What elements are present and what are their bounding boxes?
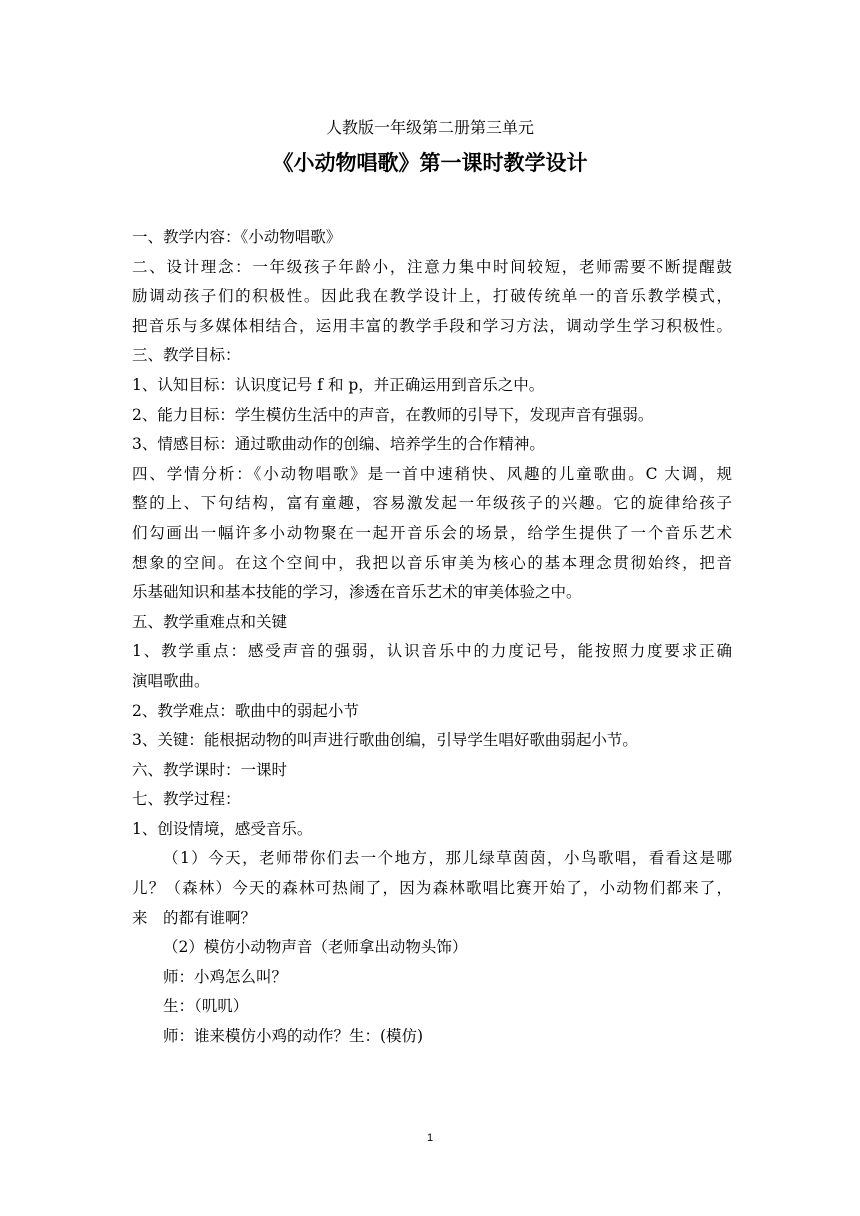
paragraph-line: 儿？（森林）今天的森林可热闹了，因为森林歌唱比赛开始了，小动物们都来了， xyxy=(132,879,732,898)
dialogue-line: 生：（叽叽） xyxy=(163,997,249,1016)
section-heading-content: 一、教学内容：《小动物唱歌》 xyxy=(132,228,342,246)
key-point-item: 1、教学重点：感受声音的强弱，认识音乐中的力度记号，能按照力度要求正确 xyxy=(132,642,732,661)
document-subtitle: 人教版一年级第二册第三单元 xyxy=(325,118,534,137)
section-heading-process: 七、教学过程： xyxy=(132,790,241,809)
key-point-item: 演唱歌曲。 xyxy=(132,671,210,690)
section-heading-key-points: 五、教学重难点和关键 xyxy=(132,612,288,631)
document-title: 《小动物唱歌》第一课时教学设计 xyxy=(272,150,588,175)
paragraph-line: 来 的都有谁啊？ xyxy=(132,908,257,927)
dialogue-line: 师：小鸡怎么叫？ xyxy=(163,967,288,986)
paragraph-line: （1）今天，老师带你们去一个地方，那儿绿草茵茵，小鸟歌唱，看看这是哪 xyxy=(163,849,732,868)
dialogue-line: 师：谁来模仿小鸡的动作？生：(模仿) xyxy=(163,1027,424,1046)
page-number: 1 xyxy=(426,1132,434,1144)
key-point-item: 3、关键：能根据动物的叫声进行歌曲创编，引导学生唱好歌曲弱起小节。 xyxy=(132,731,638,750)
section-heading-periods: 六、教学课时：一课时 xyxy=(132,760,288,779)
paragraph-line: 想象的空间。在这个空间中，我把以音乐审美为核心的基本理念贯彻始终，把音 xyxy=(132,553,732,572)
paragraph-line: 们勾画出一幅许多小动物聚在一起开音乐会的场景，给学生提供了一个音乐艺术 xyxy=(132,523,732,542)
process-step: 1、创设情境，感受音乐。 xyxy=(132,819,313,838)
paragraph-line: 二、设计理念：一年级孩子年龄小，注意力集中时间较短，老师需要不断提醒鼓 xyxy=(132,257,732,276)
paragraph-line: 乐基础知识和基本技能的学习，渗透在音乐艺术的审美体验之中。 xyxy=(132,583,582,602)
section-heading-goals: 三、教学目标： xyxy=(132,346,241,365)
paragraph-line: 励调动孩子们的积极性。因此我在教学设计上，打破传统单一的音乐教学模式， xyxy=(132,287,732,306)
paragraph-line: 整的上、下句结构，富有童趣，容易激发起一年级孩子的兴趣。它的旋律给孩子 xyxy=(132,494,732,513)
goal-item: 1、认知目标：认识度记号 f 和 p，并正确运用到音乐之中。 xyxy=(132,375,545,394)
key-point-item: 2、教学难点：歌曲中的弱起小节 xyxy=(132,701,359,720)
paragraph-line: （2）模仿小动物声音（老师拿出动物头饰） xyxy=(163,938,468,957)
paragraph-line: 把音乐与多媒体相结合，运用丰富的教学手段和学习方法，调动学生学习积极性。 xyxy=(132,316,732,335)
goal-item: 3、情感目标：通过歌曲动作的创编、培养学生的合作精神。 xyxy=(132,435,545,454)
goal-item: 2、能力目标：学生模仿生活中的声音，在教师的引导下，发现声音有强弱。 xyxy=(132,405,654,424)
document-body xyxy=(132,223,732,1052)
paragraph-line: 四、学情分析：《小动物唱歌》是一首中速稍快、风趣的儿童歌曲。C 大调，规 xyxy=(132,464,732,483)
